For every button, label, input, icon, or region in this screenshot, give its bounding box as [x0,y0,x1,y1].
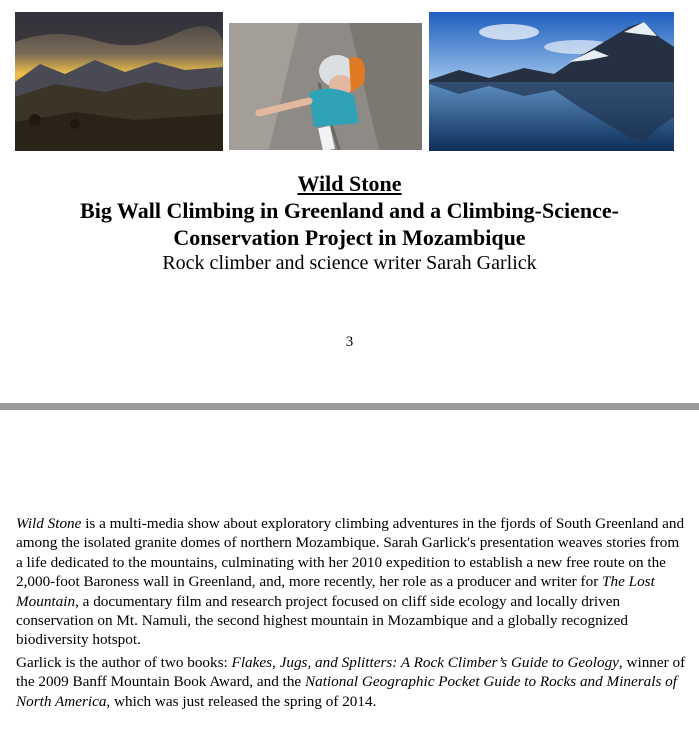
fjord-photo [429,12,674,151]
book-title-1: Flakes, Jugs, and Splitters: A Rock Climber’s Guide to Geology [231,654,619,671]
page-title: Wild Stone [297,171,402,196]
paragraph-books-text-a: Garlick is the author of two books: [16,654,232,671]
show-title: Wild Stone [16,515,82,532]
page-divider [0,403,699,410]
page-number: 3 [345,334,354,350]
mountain-sunset-photo [15,12,223,151]
header [0,170,699,275]
paragraph-intro-text-a: is a multi-media show about exploratory climbing adventures in the fjords of South Greenland and among the isolated granite domes of northern Mozambique. Sarah Garlick's presentation weaves stories from a life dedicated to the mountains, culminating with her 2010 expedition to establish a new free route on the 2,000-foot Baroness wall in Greenland, and, more recently, her role as a producer and writer for [16,515,685,591]
paragraph-books-text-c: , which was just released the spring of 2014. [106,692,377,710]
climber-photo [229,23,422,150]
film-title: The Lost Mountain [16,573,655,610]
paragraph-intro-text-b: , a documentary film and research project focused on cliff side ecology and locally driven conservation on Mt. Namuli, the second highest mountain in Mozambique and a globally recognized biodiversity hotspot. [16,592,628,649]
page-subtitle: Big Wall Climbing in Greenland and a Climbing-Science-Conservation Project in Mozambique [80,198,619,250]
paragraph-books [16,653,688,711]
book-title-2: National Geographic Pocket Guide to Rocks and Minerals of North America [16,673,677,710]
byline: Rock climber and science writer Sarah Garlick [162,252,537,274]
paragraph-intro [16,514,688,650]
paragraph-books-text-b: , winner of the 2009 Banff Mountain Book Award, and the [16,654,686,691]
